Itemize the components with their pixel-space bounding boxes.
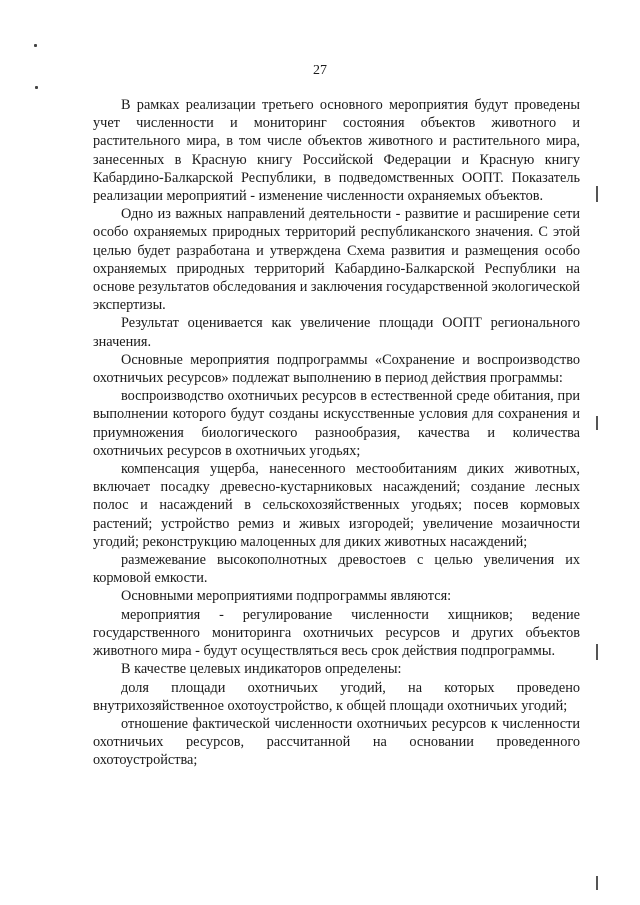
paragraph: Результат оценивается как увеличение площади ООПТ регионального значения. [93, 315, 580, 350]
paragraph: воспроизводство охотничьих ресурсов в естественной среде обитания, при выполнении которого будут созданы искусственные условия для сохранения и приумножения биологического разнообразия, качества и количества охотничьих ресурсов в охотничьих угодьях; [93, 388, 580, 459]
paragraph: В рамках реализации третьего основного мероприятия будут проведены учет численности и мониторинг состояния объектов животного и растительного мира, в том числе объектов животного и растительного мира, занесенных в Красную книгу Российской Федерации и Красную книгу Кабардино-Балкарской Республики, в подведомственных ООПТ. Показатель реализации мероприятий - изменение численности охраняемых объектов. [93, 97, 580, 205]
paragraph: мероприятия - регулирование численности хищников; ведение государственного мониторинга охотничьих ресурсов и других объектов животного мира - будут осуществляться весь срок действия подпрограммы. [93, 606, 580, 660]
paragraph: размежевание высокополнотных древостоев с целью увеличения их кормовой емкости. [93, 552, 580, 587]
scan-speck [34, 44, 37, 47]
scan-speck [35, 86, 38, 89]
document-body [93, 96, 580, 770]
margin-mark [596, 186, 598, 202]
paragraph: В качестве целевых индикаторов определены: [121, 661, 402, 678]
paragraph: Основными мероприятиями подпрограммы являются: [121, 588, 452, 605]
paragraph: Одно из важных направлений деятельности - развитие и расширение сети особо охраняемых природных территорий республиканского значения. С этой целью будет разработана и утверждена Схема развития и размещения особо охраняемых природных территорий Кабардино-Балкарской Республики на основе результатов обследования и заключения государственной экологической экспертизы. [93, 206, 580, 314]
paragraph: отношение фактической численности охотничьих ресурсов к численности охотничьих ресурсов, рассчитанной на основании проведенного охотоустройства; [93, 715, 580, 769]
margin-mark [596, 876, 598, 890]
page-number: 27 [313, 63, 327, 78]
margin-mark [596, 416, 598, 430]
paragraph: Основные мероприятия подпрограммы «Сохранение и воспроизводство охотничьих ресурсов» подлежат выполнению в период действия программы: [93, 351, 580, 387]
margin-mark [596, 644, 598, 660]
paragraph: доля площади охотничьих угодий, на которых проведено внутрихозяйственное охотоустройство, к общей площади охотничьих угодий; [93, 679, 580, 714]
paragraph: компенсация ущерба, нанесенного местообитаниям диких животных, включает посадку древесно-кустарниковых насаждений; создание лесных полос и насаждений в сельскохозяйственных угодьях; посев кормовых растений; устройство ремиз и живых изгородей; увеличение мозаичности угодий; реконструкцию малоценных для диких животных насаждений; [93, 461, 580, 550]
